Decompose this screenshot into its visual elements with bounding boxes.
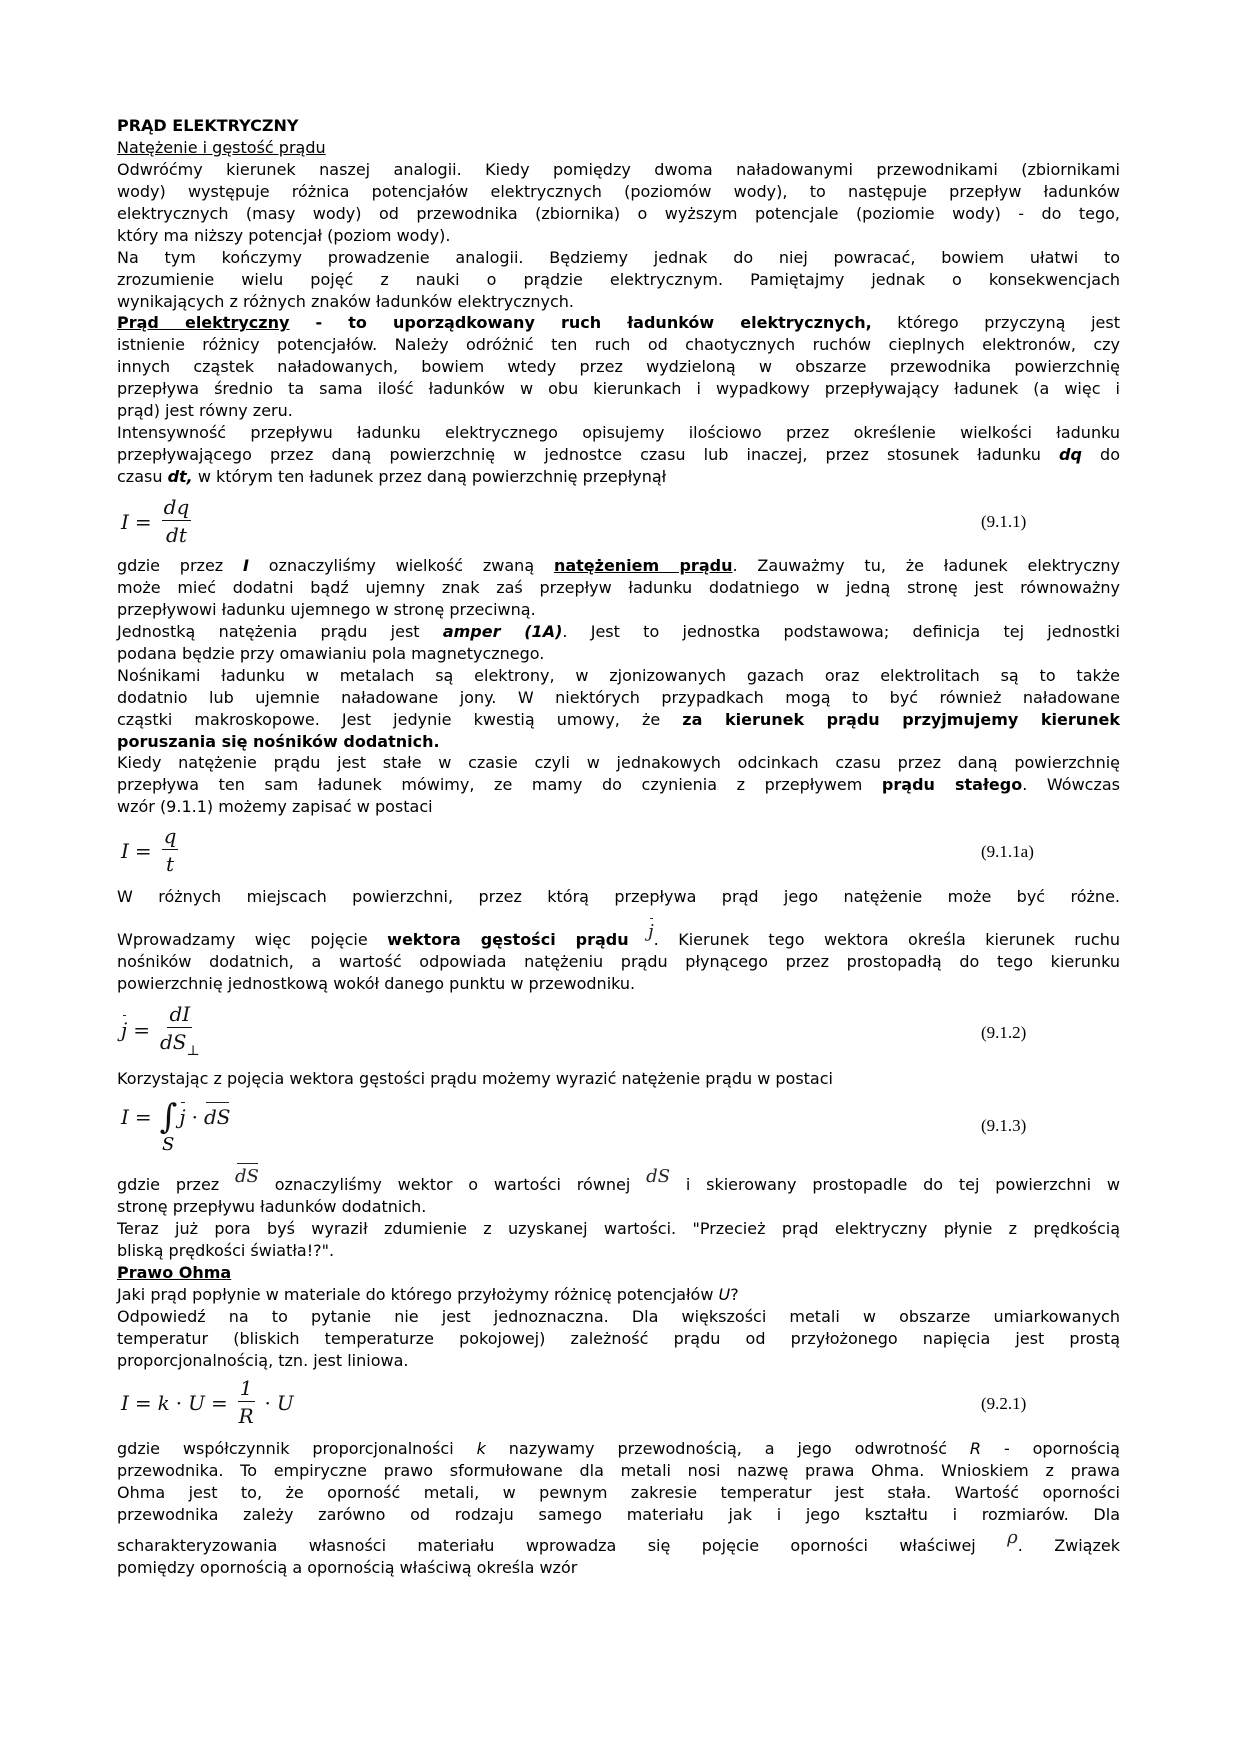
text-line: [117, 1218, 1120, 1240]
equation-9-1-1: [121, 496, 195, 547]
emphasized-term: - to uporządkowany ruch ładunków elektrycznych,: [289, 313, 872, 333]
text-run: Korzystając z pojęcia wektora gęstości prądu możemy wyrazić natężenie prądu w postaci: [117, 1069, 833, 1088]
emphasized-term: amper (1A): [442, 621, 563, 641]
emphasized-term: wektora gęstości prądu: [387, 930, 629, 949]
text-run: przepływającego przez daną powierzchnię w jednostce czasu lub inaczej, przez stosunek ładunku: [117, 445, 1060, 465]
text-line: [117, 951, 1120, 973]
vector-j: j: [121, 1018, 128, 1042]
text-line: [117, 921, 1121, 951]
text-run: gdzie przez: [117, 556, 243, 575]
text-line: [117, 687, 1120, 709]
voltage-u: U: [188, 1390, 206, 1415]
text-line: [117, 334, 1120, 356]
math-symbol: ρ: [1007, 1526, 1018, 1548]
text-run: przewodnika. To empiryczne prawo sformułowane dla metali nosi nazwę prawa Ohma. Wnioskiem z prawa: [117, 1460, 1120, 1480]
text-line: [117, 225, 1120, 247]
underlined-term: Natężenie i gęstość prądu: [117, 137, 326, 157]
conductance-k: k: [157, 1390, 170, 1415]
text-line: [117, 973, 1120, 995]
eq-sign: =: [134, 1105, 152, 1129]
text-line: [117, 312, 1120, 334]
text-run: cząstki makroskopowe. Jest jedynie kwestią umowy, że: [117, 709, 683, 729]
integral-subscript: S: [162, 1134, 175, 1155]
equation-9-2-1: [121, 1377, 294, 1428]
eq-sign: =: [134, 838, 152, 863]
text-run: proporcjonalnością, tzn. jest liniowa.: [117, 1350, 409, 1370]
text-line: [117, 466, 1120, 488]
text-run: scharakteryzowania własności materiału wprowadza się pojęcie oporności właściwej: [117, 1535, 1008, 1555]
text-line: [117, 774, 1120, 796]
denominator-text: dS: [159, 1030, 187, 1054]
text-run: Jednostką natężenia prądu jest: [117, 621, 443, 641]
text-run: zrozumienie wielu pojęć z nauki o prądzie elektrycznym. Pamiętajmy jednak o konsekwencjach: [117, 269, 1120, 289]
equation-label: (9.1.2): [981, 1023, 1027, 1042]
text-line: [117, 181, 1120, 203]
vector-j: j: [179, 1105, 186, 1129]
text-run: . Zauważmy tu, że ładunek elektryczny: [732, 556, 1121, 575]
dot-operator: ·: [175, 1390, 183, 1415]
eq-sign: =: [133, 1018, 150, 1042]
text-run: Kiedy natężenie prądu jest stałe w czasie czyli w jednakowych odcinkach czasu przez daną powierzchnię: [117, 753, 1120, 773]
text-run: dodatnio lub ujemnie naładowane jony. W niektórych przypadkach mogą to być również naładowane: [117, 687, 1120, 707]
eq-lhs: I: [121, 838, 129, 863]
numerator: dI: [169, 1002, 191, 1026]
vector-symbol: dS: [235, 1166, 259, 1187]
eq-sign: =: [134, 509, 152, 534]
fraction: [238, 1377, 255, 1428]
text-line: [117, 577, 1120, 599]
text-line: [117, 796, 1120, 818]
eq-sign: =: [211, 1390, 228, 1415]
underlined-term: Prąd elektryczny: [117, 313, 290, 333]
text-line: [117, 1068, 1120, 1090]
text-line: [117, 1438, 1120, 1460]
text-run: Ohma jest to, że oporność metali, w pewnym zakresie temperatur jest stała. Wartość oporności: [117, 1482, 1120, 1502]
text-run: - opornością: [981, 1439, 1120, 1458]
denominator: [160, 1028, 200, 1057]
text-line: [117, 1526, 1120, 1557]
text-run: innych cząstek naładowanych, bowiem wtedy przez wydzieloną w obszarze przewodnika powierzchnię: [117, 357, 1120, 377]
equation-label: (9.1.1a): [981, 842, 1034, 861]
text-line: [117, 137, 1120, 159]
text-line: [117, 1504, 1120, 1526]
text-run: . Kierunek tego wektora określa kierunek ruchu: [653, 930, 1121, 949]
denominator: dt: [166, 523, 187, 547]
text-run: oznaczyliśmy wielkość zwaną: [248, 556, 554, 575]
text-run: bliską prędkości światła!?".: [117, 1240, 335, 1260]
text-run: do: [1081, 445, 1120, 465]
text-line: [117, 269, 1120, 291]
text-line: [117, 400, 1120, 422]
text-line: [117, 731, 1120, 753]
numerator: q: [163, 824, 177, 848]
text-run: elektrycznych (masy wody) od przewodnika (zbiornika) o wyższym potencjale (poziomie wody) - do tego,: [117, 203, 1120, 223]
text-run: . Jest to jednostka podstawowa; definicja tej jednostki: [562, 621, 1120, 641]
text-run: temperatur (bliskich temperaturze pokojowej) zależność prądu od przyłożonego napięcia jest prostą: [117, 1328, 1120, 1348]
section-intro: [117, 115, 1120, 488]
text-run: powierzchnię jednostkową wokół danego punktu w przewodniku.: [117, 973, 636, 993]
fraction: [162, 496, 192, 547]
text-run: nośników dodatnich, a wartość odpowiada natężeniu prądu płynącego przez prostopadłą do tego kierunku: [117, 951, 1120, 971]
text-run: przewodnika zależy zarówno od rodzaju samego materiału jak i jego kształtu i rozmiarów. Dla: [117, 1504, 1120, 1524]
text-run: gdzie współczynnik proporcjonalności: [117, 1439, 477, 1458]
text-run: Nośnikami ładunku w metalach są elektrony, w zjonizowanych gazach oraz elektrolitach są to także: [117, 665, 1120, 685]
equation-9-1-1a: [121, 825, 182, 876]
text-run: Na tym kończymy prowadzenie analogii. Będziemy jednak do niej powracać, bowiem ułatwi to: [117, 247, 1120, 267]
fraction: [160, 1003, 200, 1057]
text-line: [117, 444, 1120, 466]
text-run: W różnych miejscach powierzchni, przez którą przepływa prąd jego natężenie może być różne.: [117, 887, 1120, 906]
text-line: [117, 665, 1120, 687]
emphasized-term: k: [476, 1439, 486, 1458]
text-line: [117, 291, 1120, 313]
section-ohm-law: [117, 1166, 1121, 1371]
text-run: podana będzie przy omawianiu pola magnetycznego.: [117, 643, 545, 663]
voltage-u: U: [276, 1390, 294, 1415]
text-line: [117, 1196, 1120, 1218]
paragraph-varying-current: [117, 886, 1120, 908]
text-run: którego przyczyną jest: [871, 313, 1120, 333]
text-run: Teraz już pora byś wyraził zdumienie z uzyskanej wartości. "Przecież prąd elektryczny płynie z prędkością: [117, 1218, 1120, 1238]
text-line: [117, 1557, 1120, 1579]
text-line: [117, 599, 1120, 621]
text-line: [117, 1284, 1120, 1306]
section-current-definition: [117, 555, 1120, 818]
paragraph-korzystajac: [117, 1068, 1120, 1090]
equation-label: (9.2.1): [981, 1394, 1027, 1413]
text-run: stronę przepływu ładunków dodatnich.: [117, 1196, 427, 1216]
text-run: i skierowany prostopadle do tej powierzchni w: [670, 1175, 1121, 1194]
text-run: Intensywność przepływu ładunku elektrycznego opisujemy ilościowo przez określenie wielkości ładunku: [117, 423, 1120, 443]
text-line: [117, 1482, 1120, 1504]
text-run: Jaki prąd popłynie w materiale do którego przyłożymy różnicę potencjałów: [117, 1284, 719, 1304]
emphasized-term: R: [969, 1439, 982, 1458]
text-line: [117, 1262, 1120, 1284]
emphasized-term: dq: [1059, 445, 1082, 465]
text-run: prąd) jest równy zeru.: [117, 401, 293, 421]
numerator: dq: [163, 495, 190, 519]
equation-9-1-2: [121, 1003, 204, 1057]
text-run: w którym ten ładunek przez daną powierzchnię przepłynął: [192, 467, 667, 486]
emphasized-term: za kierunek prądu przyjmujemy kierunek: [682, 709, 1120, 729]
equation-label: (9.1.1): [981, 512, 1027, 531]
text-run: nazywamy przewodnością, a jego odwrotność: [485, 1439, 970, 1458]
emphasized-term: poruszania się nośników dodatnich.: [117, 731, 440, 751]
eq-sign: =: [134, 1390, 152, 1415]
text-run: wody) występuje różnica potencjałów elektrycznych (poziomów wody), to następuje przepływ ładunków: [117, 181, 1120, 201]
underlined-term: Prawo Ohma: [117, 1262, 232, 1282]
text-line: [117, 643, 1120, 665]
text-line: [117, 422, 1120, 444]
text-line: [117, 1306, 1120, 1328]
text-run: wynikających z różnych znaków ładunków elektrycznych.: [117, 291, 574, 311]
text-line: [117, 1166, 1121, 1196]
emphasized-term: PRĄD ELEKTRYCZNY: [117, 116, 299, 135]
denominator: R: [238, 1404, 254, 1428]
dot-operator: ·: [191, 1105, 198, 1129]
text-run: pomiędzy opornością a opornością właściwą określa wzór: [117, 1557, 578, 1577]
text-line: [117, 159, 1120, 181]
text-line: [117, 709, 1120, 731]
emphasized-term: I: [243, 556, 249, 575]
text-line: [117, 752, 1120, 774]
text-run: czasu: [117, 467, 168, 486]
eq-lhs: I: [121, 1105, 129, 1129]
dot-operator: ·: [264, 1390, 271, 1415]
text-line: [117, 115, 1120, 137]
math-symbol: dS: [646, 1166, 671, 1187]
text-line: [117, 247, 1120, 269]
eq-lhs: I: [121, 1390, 129, 1415]
text-run: . Wówczas: [1022, 775, 1121, 795]
text-run: gdzie przez: [117, 1175, 236, 1194]
text-run: wzór (9.1.1) możemy zapisać w postaci: [117, 797, 433, 817]
section-resistance: [117, 1438, 1120, 1579]
text-line: [117, 1350, 1120, 1372]
equation-label: (9.1.3): [981, 1116, 1027, 1135]
text-run: Odwróćmy kierunek naszej analogii. Kiedy pomiędzy dwoma naładowanymi przewodnikami (zbiornikami: [117, 159, 1120, 179]
vector-symbol: j: [648, 921, 654, 942]
text-run: przepływa ten sam ładunek mówimy, ze mamy do czynienia z przepływem: [117, 775, 882, 795]
text-line: [117, 378, 1120, 400]
text-run: ?: [730, 1284, 739, 1304]
text-line: [117, 555, 1120, 577]
text-line: [117, 886, 1120, 908]
text-run: istnienie różnicy potencjałów. Należy odróżnić ten ruch od chaotycznych ruchów cieplnych elektronów, czy: [117, 335, 1120, 355]
emphasized-term: U: [718, 1284, 731, 1304]
text-run: . Związek: [1017, 1535, 1120, 1555]
text-line: [117, 356, 1120, 378]
text-run: [629, 930, 648, 949]
text-run: który ma niższy potencjał (poziom wody).: [117, 225, 451, 245]
text-line: [117, 203, 1120, 225]
text-run: Wprowadzamy więc pojęcie: [117, 930, 388, 949]
underlined-term: natężeniem prądu: [553, 556, 733, 575]
perpendicular-subscript: ⊥: [186, 1043, 200, 1059]
eq-lhs: I: [121, 509, 129, 534]
text-run: przepływowi ładunku ujemnego w stronę przeciwną.: [117, 599, 536, 619]
text-run: oznaczyliśmy wektor o wartości równej: [258, 1175, 647, 1194]
text-run: Odpowiedź na to pytanie nie jest jednoznaczna. Dla większości metali w obszarze umiarkowanych: [117, 1306, 1120, 1326]
paragraph-current-density: [117, 921, 1121, 995]
emphasized-term: dt,: [167, 467, 193, 486]
text-line: [117, 1460, 1120, 1482]
text-run: przepływa średnio ta sama ilość ładunków w obu kierunkach i wypadkowy przepływający ładunek (a więc i: [117, 379, 1120, 399]
text-run: może mieć dodatni bądź ujemny znak zaś przepływ ładunku dodatniego w jedną stronę jest równoważny: [117, 577, 1120, 597]
numerator: 1: [239, 1376, 253, 1400]
emphasized-term: prądu stałego: [881, 775, 1023, 795]
vector-ds: dS: [203, 1105, 231, 1129]
text-line: [117, 1240, 1120, 1262]
equation-9-1-3: [121, 1097, 231, 1137]
fraction: [162, 825, 179, 876]
text-line: [117, 621, 1120, 643]
text-line: [117, 1328, 1120, 1350]
integral-sign: ∫: [159, 1097, 178, 1137]
denominator: t: [166, 852, 175, 876]
